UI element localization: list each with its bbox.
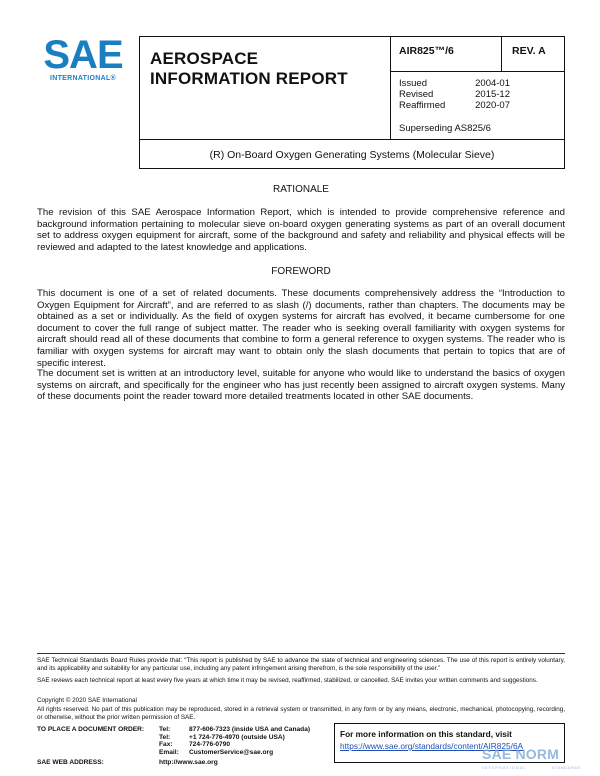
report-type-line2: INFORMATION REPORT <box>150 69 348 88</box>
foreword-paragraph-1: This document is one of a set of related documents. These documents comprehensively address the “Introduction to Oxygen Equipment for Aircraft”, and are referred to as slash (/) documents, rather than chapters. The documents may be obtained as a set or individually. As the field of oxygen systems for aircraft has evolved, it became cumbersome for one document to cover the full range of subject matter. The reader who is seeking overall familiarity with oxygen systems for aircraft should read all of these documents that combine to form a general reference to oxygen systems. The reader who is familiar with oxygen systems for aircraft may want to obtain only the slash documents that pertain to topics that are of specific interest. <box>37 288 565 369</box>
rationale-paragraph: The revision of this SAE Aerospace Information Report, which is intended to provide comprehensive reference and background information pertaining to molecular sieve on-board oxygen generating systems as part of an overall document set to address oxygen equipment for aircraft, some of the background and safety and reliability and physical effects will be reviewed and adapted to the latest knowledge and applications. <box>37 207 565 253</box>
email-link[interactable]: CustomerService@sae.org <box>189 748 274 756</box>
sae-logo <box>38 33 128 86</box>
superseding-note: Superseding AS825/6 <box>399 123 491 134</box>
order-label: TO PLACE A DOCUMENT ORDER: <box>37 726 145 733</box>
foreword-heading: FOREWORD <box>271 266 331 277</box>
watermark-title: SAE NORM <box>482 746 560 762</box>
date-value: 2004-01 <box>475 78 510 89</box>
contact-row: Fax: 724-776-0790 <box>159 741 231 749</box>
footer-rights-note: All rights reserved. No part of this publication may be reproduced, stored in a retrieval system or transmitted, in any form or by any means, electronic, mechanical, photocopying, recording, or otherwise, without the prior written permission of SAE. <box>37 706 565 721</box>
date-label: Issued <box>399 78 427 89</box>
footer-review-note: SAE reviews each technical report at least every five years at which time it may be revised, reaffirmed, stabilized, or cancelled. SAE invites your written comments and suggestions. <box>37 677 538 684</box>
foreword-paragraph-2: The document set is written at an introductory level, suitable for anyone who would like to understand the basics of oxygen systems on aircraft, and specifically for the engineer who has just recently been assigned to aircraft oxygen systems. Many of these documents point the reader toward more detailed treatments located in other SAE documents. <box>37 368 565 403</box>
footer-rules-note: SAE Technical Standards Board Rules provide that: “This report is published by SAE to advance the state of technical and engineering sciences. The use of this report is entirely voluntary, and its applicability and suitability for any particular use, including any patent infringement arising therefrom, is the sole responsibility of the user.” <box>37 657 565 672</box>
web-address <box>37 759 218 766</box>
more-info-text: For more information on this standard, visit <box>340 729 512 739</box>
contact-row[interactable]: Email: CustomerService@sae.org <box>159 748 274 756</box>
revision-box <box>501 36 565 72</box>
date-row-reaffirmed <box>399 100 510 111</box>
report-type-box <box>139 36 391 140</box>
dates-box <box>390 71 565 140</box>
watermark-sub-left: INTERNATIONAL <box>482 765 527 770</box>
footer-divider <box>37 653 565 654</box>
contact-row: Tel: +1 724-776-4970 (outside USA) <box>159 733 285 741</box>
date-value: 2015-12 <box>475 89 510 100</box>
date-row-issued <box>399 78 510 89</box>
web-label: SAE WEB ADDRESS: <box>37 759 104 766</box>
footer-copyright: Copyright © 2020 SAE International <box>37 697 137 704</box>
date-value: 2020-07 <box>475 100 510 111</box>
document-title: (R) On-Board Oxygen Generating Systems (Molecular Sieve) <box>209 149 495 161</box>
revision: REV. A <box>512 45 546 57</box>
watermark-stamp <box>482 746 594 774</box>
date-label: Revised <box>399 89 434 100</box>
report-type-line1: AEROSPACE <box>150 49 259 68</box>
logo-mark: SAE <box>43 33 123 77</box>
doc-number-box <box>390 36 502 72</box>
standard-url-link[interactable]: https://www.sae.org/standards/content/AIR825/6A <box>340 741 524 751</box>
contact-list <box>159 726 319 756</box>
doc-number: AIR825™/6 <box>399 45 454 57</box>
date-row-revised <box>399 89 510 100</box>
logo-subtitle: INTERNATIONAL® <box>49 75 116 82</box>
watermark-sub-right: STANDARDS <box>552 765 581 770</box>
contact-row: Tel: 877-606-7323 (inside USA and Canada) <box>159 726 311 733</box>
rationale-heading: RATIONALE <box>273 184 329 195</box>
document-title-box <box>139 139 565 169</box>
web-link[interactable]: http://www.sae.org <box>159 759 218 766</box>
date-label: Reaffirmed <box>399 100 446 111</box>
